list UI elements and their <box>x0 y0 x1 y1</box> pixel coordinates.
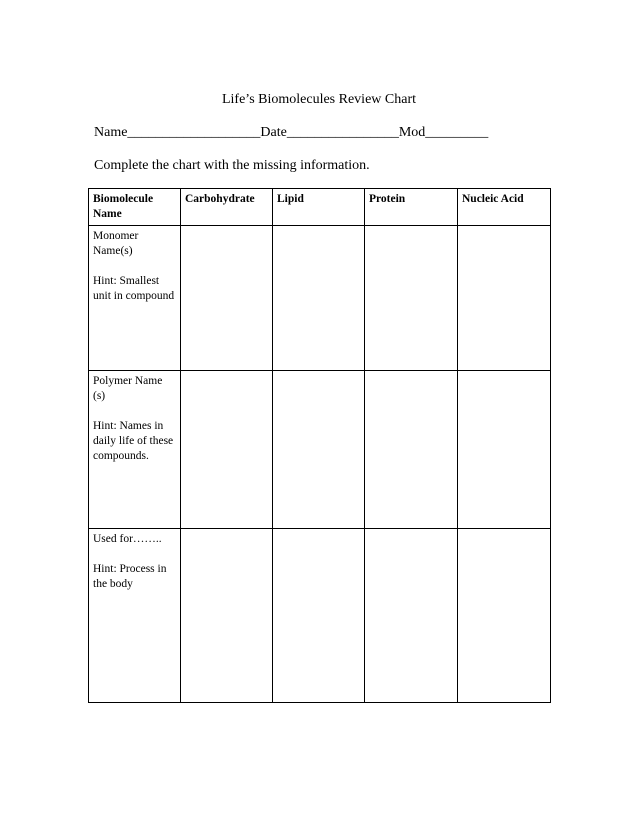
row-label: Monomer Name(s) <box>93 230 139 257</box>
document-title: Life’s Biomolecules Review Chart <box>221 92 416 107</box>
answer-cell-nucleic-acid[interactable] <box>458 371 551 529</box>
instructions: Complete the chart with the missing information. <box>94 158 370 173</box>
answer-cell-lipid[interactable] <box>273 371 365 529</box>
header-biomolecule-name: Biomolecule Name <box>89 189 181 226</box>
row-hint: Hint: Smallest unit in compound <box>93 275 175 302</box>
header-protein: Protein <box>365 189 458 226</box>
row-hint: Hint: Process in the body <box>93 563 167 590</box>
answer-cell-carbohydrate[interactable] <box>181 371 273 529</box>
table-row-polymer <box>89 371 551 529</box>
answer-cell-carbohydrate[interactable] <box>181 529 273 703</box>
table-row-monomer <box>89 226 551 371</box>
biomolecules-review-table <box>88 188 551 703</box>
header-lipid: Lipid <box>273 189 365 226</box>
answer-cell-protein[interactable] <box>365 371 458 529</box>
answer-cell-protein[interactable] <box>365 226 458 371</box>
header-nucleic-acid: Nucleic Acid <box>458 189 551 226</box>
answer-cell-lipid[interactable] <box>273 529 365 703</box>
answer-cell-carbohydrate[interactable] <box>181 226 273 371</box>
table-row-used-for <box>89 529 551 703</box>
row-label: Used for…….. <box>93 533 162 545</box>
row-label-cell <box>89 226 181 371</box>
answer-cell-protein[interactable] <box>365 529 458 703</box>
name-date-mod-line: Name___________________Date________________Mod_________ <box>94 125 489 140</box>
row-label: Polymer Name (s) <box>93 375 163 402</box>
row-label-cell <box>89 529 181 703</box>
answer-cell-nucleic-acid[interactable] <box>458 226 551 371</box>
answer-cell-nucleic-acid[interactable] <box>458 529 551 703</box>
row-hint: Hint: Names in daily life of these compounds. <box>93 420 174 462</box>
row-label-cell <box>89 371 181 529</box>
header-carbohydrate: Carbohydrate <box>181 189 273 226</box>
answer-cell-lipid[interactable] <box>273 226 365 371</box>
table-header-row <box>89 189 551 226</box>
